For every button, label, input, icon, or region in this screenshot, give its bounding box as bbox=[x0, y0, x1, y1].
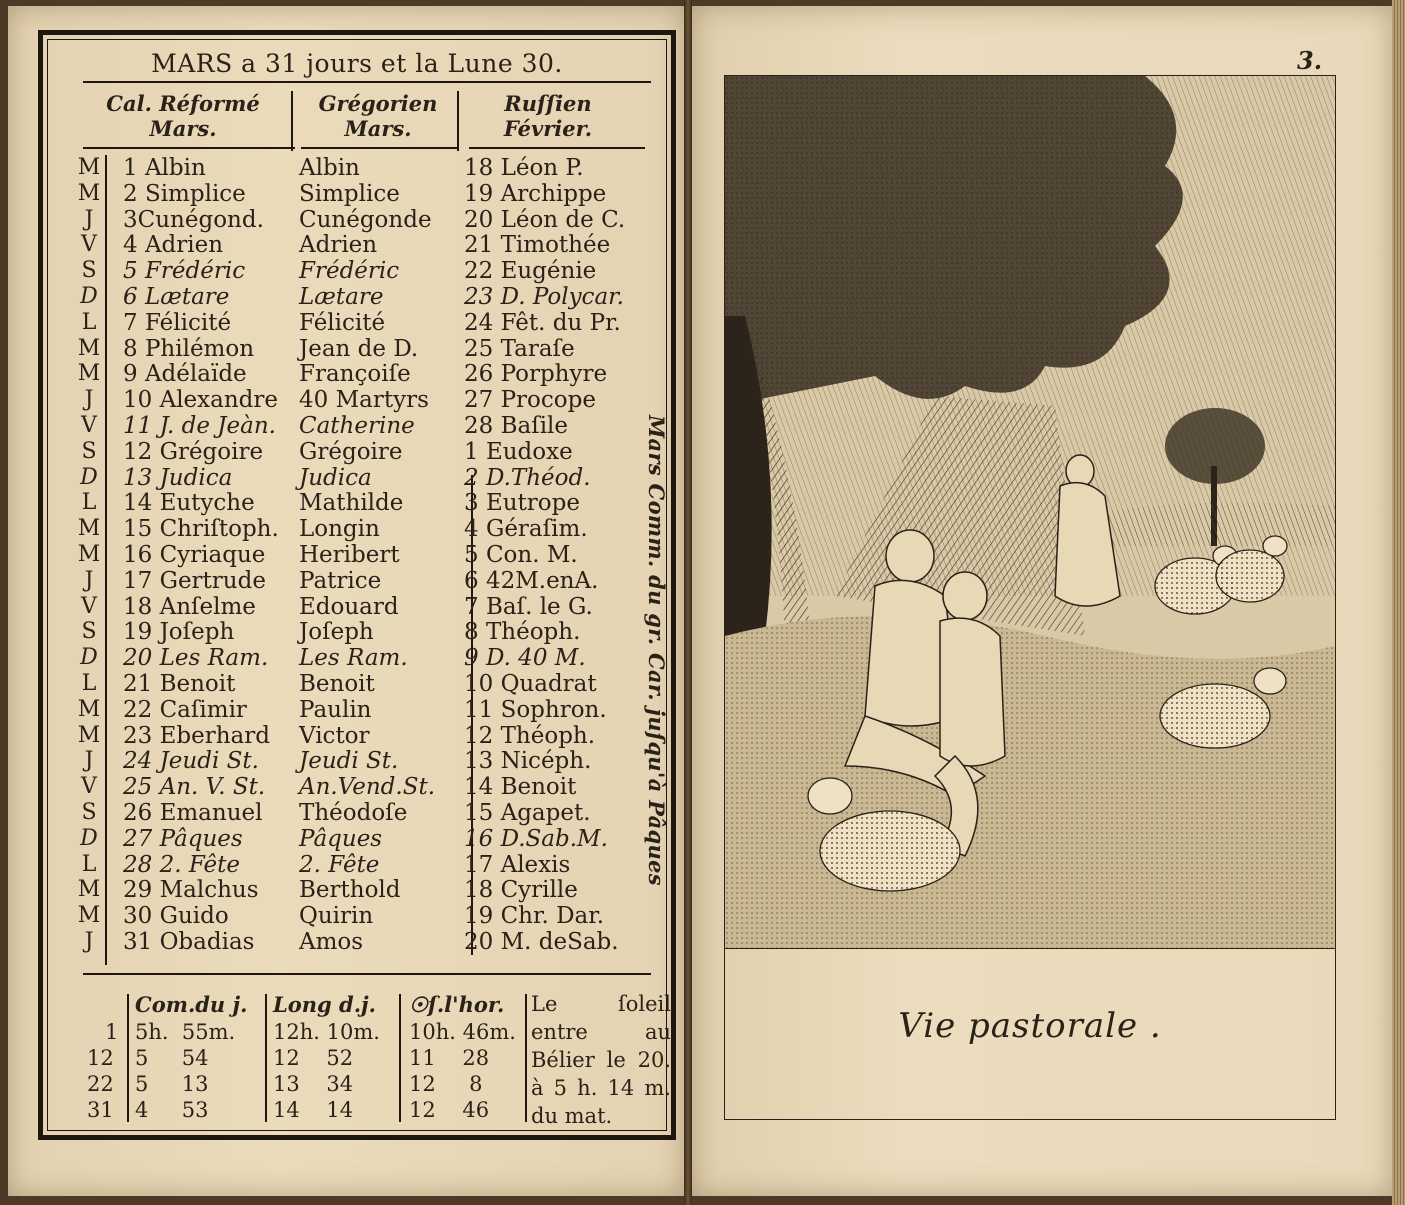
book-gutter bbox=[684, 0, 692, 1205]
weekday-cell: L bbox=[81, 490, 97, 516]
header-rule-1 bbox=[83, 147, 295, 149]
gregorian-cell: Benoit bbox=[299, 671, 375, 697]
lower-header-daylength: Long d.j. bbox=[273, 992, 376, 1017]
gregorian-cell: An.Vend.St. bbox=[299, 774, 436, 801]
russian-cell: 17 Alexis bbox=[464, 851, 571, 878]
page-number: 3. bbox=[1297, 46, 1323, 75]
title-rule bbox=[83, 81, 651, 83]
gregorian-cell: Pâques bbox=[299, 825, 383, 852]
calendar-row bbox=[43, 284, 671, 310]
russian-cell: 25 Taraſe bbox=[464, 335, 575, 362]
gregorian-cell: Théodoſe bbox=[299, 800, 408, 826]
russian-cell: 2 D.Théod. bbox=[464, 464, 591, 491]
russian-cell: 18 Cyrille bbox=[464, 877, 578, 904]
weekday-cell: M bbox=[77, 722, 101, 748]
header-rule-2 bbox=[301, 147, 457, 149]
gregorian-cell: Patrice bbox=[299, 567, 382, 594]
gregorian-cell: Françoiſe bbox=[299, 361, 411, 388]
lower-rule-a bbox=[127, 994, 129, 1122]
lower-rule-c bbox=[399, 994, 401, 1122]
lower-header-sunrise: Com.du j. bbox=[135, 992, 248, 1017]
weekday-cell: M bbox=[77, 180, 101, 206]
reformed-cell: 22 Caſimir bbox=[123, 696, 247, 723]
calendar-row bbox=[43, 877, 671, 903]
reformed-cell: 7 Félicité bbox=[123, 309, 232, 336]
reformed-cell: 16 Cyriaque bbox=[123, 542, 266, 568]
gregorian-cell: Judica bbox=[299, 464, 372, 491]
gregorian-cell: Cunégonde bbox=[299, 206, 432, 233]
reformed-cell: 19 Joſeph bbox=[123, 619, 235, 646]
reformed-cell: 1 Albin bbox=[123, 155, 206, 181]
lower-value-cell: 5h. 55m. bbox=[135, 1020, 236, 1044]
gregorian-cell: Jeudi St. bbox=[299, 748, 399, 775]
calendar-row bbox=[43, 852, 671, 878]
calendar-title: MARS a 31 jours et la Lune 30. bbox=[151, 49, 563, 78]
weekday-cell: M bbox=[77, 696, 101, 722]
lower-value-cell: 5 13 bbox=[135, 1072, 209, 1096]
header-reformed: Cal. Réformé Mars. bbox=[106, 91, 260, 141]
calendar-row bbox=[43, 181, 671, 207]
gregorian-cell: Quirin bbox=[299, 903, 374, 930]
calendar-row bbox=[43, 903, 671, 929]
lower-rule-b bbox=[265, 994, 267, 1122]
gregorian-cell: Paulin bbox=[299, 696, 372, 723]
calendar-row bbox=[43, 645, 671, 671]
weekday-cell: L bbox=[81, 851, 97, 877]
calendar-row bbox=[43, 594, 671, 620]
reformed-cell: 23 Eberhard bbox=[123, 722, 270, 749]
calendar-row bbox=[43, 542, 671, 568]
reformed-cell: 14 Eutyche bbox=[123, 490, 255, 517]
calendar-row bbox=[43, 439, 671, 465]
reformed-cell: 10 Alexandre bbox=[123, 387, 278, 414]
russian-cell: 7 Baſ. le G. bbox=[464, 593, 593, 620]
weekday-cell: M bbox=[77, 516, 101, 542]
calendar-row bbox=[43, 465, 671, 491]
calendar-row bbox=[43, 516, 671, 542]
lower-day-cell: 1 bbox=[105, 1020, 119, 1044]
lower-value-cell: 14 14 bbox=[273, 1098, 354, 1122]
lower-day-cell: 31 bbox=[87, 1098, 114, 1122]
engraving-caption: Vie pastorale . bbox=[898, 1006, 1162, 1046]
calendar-row bbox=[43, 826, 671, 852]
calendar-row bbox=[43, 232, 671, 258]
calendar-row bbox=[43, 258, 671, 284]
gregorian-cell: Victor bbox=[299, 722, 370, 749]
reformed-cell: 25 An. V. St. bbox=[123, 774, 266, 801]
calendar-row bbox=[43, 697, 671, 723]
lower-day-cell: 22 bbox=[87, 1072, 114, 1096]
gregorian-cell: Mathilde bbox=[299, 490, 404, 517]
russian-cell: 4 Géraſim. bbox=[464, 516, 588, 543]
gregorian-cell: Berthold bbox=[299, 877, 401, 904]
reformed-cell: 9 Adélaïde bbox=[123, 361, 247, 388]
gregorian-cell: Les Ram. bbox=[299, 645, 408, 672]
reformed-cell: 18 Anſelme bbox=[123, 593, 256, 620]
weekday-cell: V bbox=[81, 232, 97, 258]
russian-cell: 28 Baſile bbox=[464, 413, 569, 439]
reformed-cell: 17 Gertrude bbox=[123, 567, 266, 594]
calendar-row bbox=[43, 155, 671, 181]
column-rule-2 bbox=[457, 91, 459, 151]
reformed-cell: 29 Malchus bbox=[123, 877, 259, 904]
vertical-note: Mars Comm. du gr. Car. juſqu'à Pâques bbox=[644, 415, 669, 886]
header-rule-3 bbox=[469, 147, 645, 149]
gregorian-cell: Adrien bbox=[299, 232, 378, 259]
weekday-cell: J bbox=[84, 748, 94, 774]
russian-cell: 18 Léon P. bbox=[464, 155, 584, 181]
russian-cell: 11 Sophron. bbox=[464, 696, 607, 723]
calendar-row bbox=[43, 748, 671, 774]
lower-value-cell: 12 52 bbox=[273, 1046, 354, 1070]
russian-cell: 27 Procope bbox=[464, 387, 596, 414]
gregorian-cell: Félicité bbox=[299, 309, 386, 336]
reformed-cell: 12 Grégoire bbox=[123, 438, 264, 465]
calendar-row bbox=[43, 413, 671, 439]
weekday-cell: L bbox=[81, 309, 97, 335]
reformed-cell: 5 Frédéric bbox=[123, 258, 246, 285]
gregorian-cell: 40 Martyrs bbox=[299, 387, 429, 414]
russian-cell: 23 D. Polycar. bbox=[464, 284, 624, 310]
lower-value-cell: 5 54 bbox=[135, 1046, 209, 1070]
reformed-cell: 3Cunégond. bbox=[123, 206, 264, 233]
weekday-cell: J bbox=[84, 567, 94, 593]
weekday-cell: M bbox=[77, 542, 101, 567]
russian-cell: 3 Eutrope bbox=[464, 490, 580, 517]
header-gregorian: Grégorien Mars. bbox=[318, 91, 438, 141]
lower-value-cell: 13 34 bbox=[273, 1072, 354, 1096]
russian-cell: 12 Théoph. bbox=[464, 722, 596, 749]
calendar-row bbox=[43, 568, 671, 594]
weekday-cell: V bbox=[81, 593, 97, 619]
russian-cell: 16 D.Sab.M. bbox=[464, 825, 608, 852]
weekday-cell: M bbox=[77, 361, 101, 387]
lower-value-cell: 12 46 bbox=[409, 1098, 490, 1122]
calendar-row bbox=[43, 774, 671, 800]
gregorian-cell: Longin bbox=[299, 516, 380, 543]
weekday-cell: S bbox=[81, 258, 97, 284]
calendar-row bbox=[43, 310, 671, 336]
reformed-cell: 15 Chriſtoph. bbox=[123, 516, 279, 543]
calendar-row bbox=[43, 619, 671, 645]
russian-cell: 21 Timothée bbox=[464, 232, 611, 259]
russian-cell: 1 Eudoxe bbox=[464, 438, 573, 465]
weekday-cell: V bbox=[81, 774, 97, 800]
gregorian-cell: Grégoire bbox=[299, 438, 403, 465]
gregorian-cell: Heribert bbox=[299, 542, 400, 568]
russian-cell: 15 Agapet. bbox=[464, 800, 591, 826]
lower-value-cell: 12h. 10m. bbox=[273, 1020, 380, 1044]
russian-cell: 9 D. 40 M. bbox=[464, 645, 586, 672]
russian-cell: 22 Eugénie bbox=[464, 258, 597, 285]
gregorian-cell: Jean de D. bbox=[299, 335, 419, 362]
calendar-row bbox=[43, 361, 671, 387]
engraving-pastoral-scene bbox=[725, 76, 1335, 949]
gregorian-cell: Simplice bbox=[299, 180, 400, 207]
reformed-cell: 26 Emanuel bbox=[123, 800, 263, 826]
weekday-cell: D bbox=[80, 284, 98, 309]
reformed-cell: 8 Philémon bbox=[123, 335, 255, 362]
reformed-cell: 30 Guido bbox=[123, 903, 229, 930]
russian-cell: 8 Théoph. bbox=[464, 619, 581, 646]
calendar-row bbox=[43, 671, 671, 697]
lower-value-cell: 4 53 bbox=[135, 1098, 209, 1122]
lower-day-cell: 12 bbox=[87, 1046, 114, 1070]
weekday-cell: D bbox=[80, 825, 98, 851]
russian-cell: 13 Nicéph. bbox=[464, 748, 592, 775]
reformed-cell: 31 Obadias bbox=[123, 929, 255, 955]
gregorian-cell: Lætare bbox=[299, 284, 384, 310]
weekday-cell: J bbox=[84, 929, 94, 954]
lower-value-cell: 11 28 bbox=[409, 1046, 490, 1070]
reformed-cell: 6 Lætare bbox=[123, 284, 230, 310]
russian-cell: 10 Quadrat bbox=[464, 671, 597, 697]
reformed-cell: 24 Jeudi St. bbox=[123, 748, 259, 775]
weekday-cell: M bbox=[77, 335, 101, 361]
gregorian-cell: Catherine bbox=[299, 413, 415, 439]
russian-cell: 19 Chr. Dar. bbox=[464, 903, 605, 930]
lower-header-sunset: ☉ſ.l'hor. bbox=[409, 992, 505, 1017]
reformed-cell: 11 J. de Jeàn. bbox=[123, 413, 276, 439]
russian-cell: 5 Con. M. bbox=[464, 542, 578, 568]
gregorian-cell: Albin bbox=[299, 155, 360, 181]
russian-cell: 26 Porphyre bbox=[464, 361, 608, 388]
reformed-cell: 27 Pâques bbox=[123, 825, 243, 852]
engraving-image bbox=[725, 76, 1335, 948]
page-edges bbox=[1392, 0, 1405, 1205]
reformed-cell: 20 Les Ram. bbox=[123, 645, 269, 672]
reformed-cell: 2 Simplice bbox=[123, 180, 246, 207]
header-russian: Ruſſien Février. bbox=[503, 91, 593, 141]
russian-cell: 19 Archippe bbox=[464, 180, 607, 207]
gregorian-cell: Amos bbox=[299, 929, 364, 955]
russian-cell: 6 42M.enA. bbox=[464, 567, 599, 594]
gregorian-cell: Frédéric bbox=[299, 258, 400, 285]
column-rule-1 bbox=[291, 91, 293, 151]
weekday-cell: S bbox=[81, 438, 97, 464]
calendar-row bbox=[43, 800, 671, 826]
reformed-cell: 4 Adrien bbox=[123, 232, 224, 259]
calendar-frame bbox=[38, 30, 676, 1140]
reformed-cell: 13 Judica bbox=[123, 464, 233, 491]
calendar-row bbox=[43, 723, 671, 749]
weekday-cell: J bbox=[84, 387, 94, 413]
weekday-cell: V bbox=[81, 413, 97, 438]
russian-cell: 20 M. deSab. bbox=[464, 929, 619, 955]
weekday-cell: J bbox=[84, 206, 94, 232]
weekday-cell: S bbox=[81, 619, 97, 645]
weekday-cell: M bbox=[77, 155, 101, 180]
weekday-cell: S bbox=[81, 800, 97, 825]
reformed-cell: 21 Benoit bbox=[123, 671, 236, 697]
weekday-cell: D bbox=[80, 464, 98, 490]
gregorian-cell: Joſeph bbox=[299, 619, 374, 646]
sun-note: Le ſoleil entre au Bélier le 20. à 5 h. 14 m. du mat. bbox=[531, 992, 671, 1128]
calendar-row bbox=[43, 336, 671, 362]
calendar-row bbox=[43, 929, 671, 955]
weekday-cell: L bbox=[81, 671, 97, 696]
engraving-plate bbox=[724, 75, 1336, 1120]
russian-cell: 14 Benoit bbox=[464, 774, 577, 801]
russian-cell: 20 Léon de C. bbox=[464, 206, 626, 233]
calendar-row bbox=[43, 207, 671, 233]
calendar-row bbox=[43, 387, 671, 413]
lower-rule-d bbox=[525, 994, 527, 1122]
lower-value-cell: 12 8 bbox=[409, 1072, 483, 1096]
lower-value-cell: 10h. 46m. bbox=[409, 1020, 516, 1044]
weekday-cell: M bbox=[77, 877, 101, 903]
weekday-cell: D bbox=[80, 645, 98, 671]
calendar-row bbox=[43, 490, 671, 516]
lower-rule bbox=[83, 973, 651, 975]
reformed-cell: 28 2. Fête bbox=[123, 851, 240, 878]
russian-cell: 24 Fêt. du Pr. bbox=[464, 309, 621, 336]
weekday-cell: M bbox=[77, 903, 101, 929]
gregorian-cell: Edouard bbox=[299, 593, 399, 620]
gregorian-cell: 2. Fête bbox=[299, 851, 380, 878]
